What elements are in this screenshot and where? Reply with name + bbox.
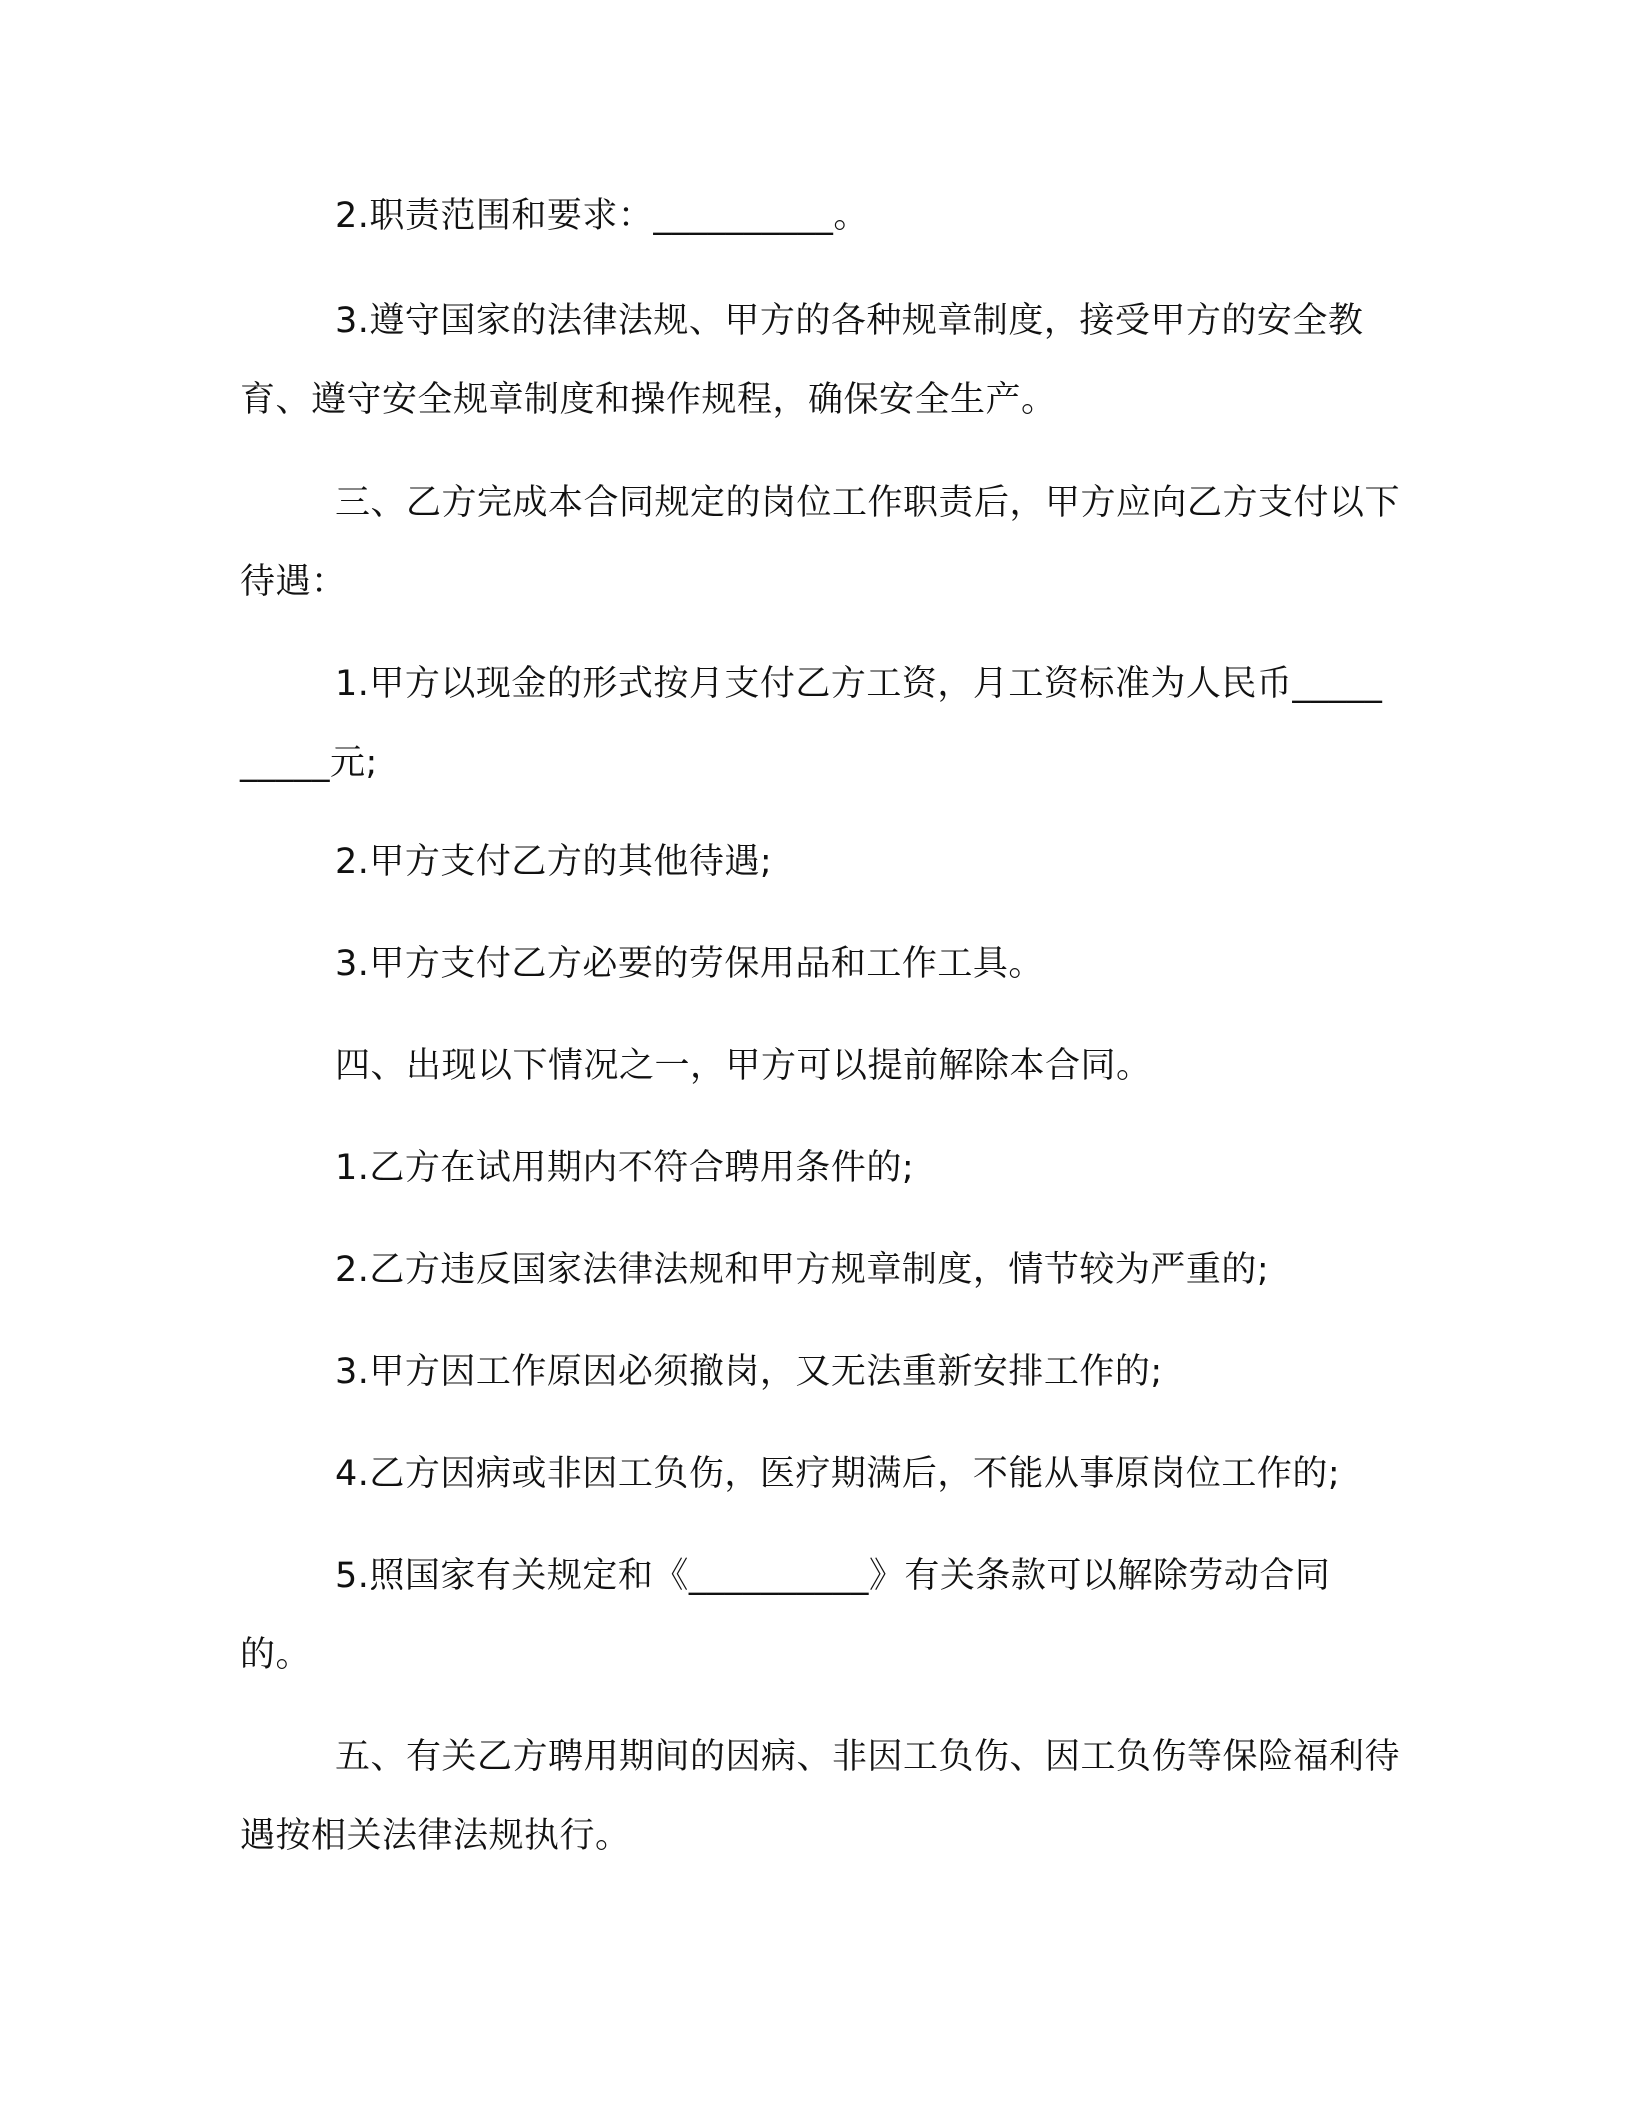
section-5-heading: 五、有关乙方聘用期间的因病、非因工负伤、因工负伤等保险福利待遇按相关法律法规执行。 [240, 1737, 1401, 1856]
termination-3: 3.甲方因工作原因必须撤岗，又无法重新安排工作的; [335, 1352, 1163, 1392]
benefit-3-equipment: 3.甲方支付乙方必要的劳保用品和工作工具。 [335, 944, 1044, 984]
section-3-heading: 三、乙方完成本合同规定的岗位工作职责后，甲方应向乙方支付以下待遇： [240, 483, 1401, 602]
clause-2-duties: 2.职责范围和要求：__________。 [335, 196, 869, 236]
termination-4: 4.乙方因病或非因工负伤，医疗期满后，不能从事原岗位工作的; [335, 1454, 1341, 1494]
section-4-heading: 四、出现以下情况之一，甲方可以提前解除本合同。 [335, 1046, 1152, 1086]
benefit-1-salary: 1.甲方以现金的形式按月支付乙方工资，月工资标准为人民币__________元; [240, 664, 1383, 783]
clause-3-compliance: 3.遵守国家的法律法规、甲方的各种规章制度，接受甲方的安全教育、遵守安全规章制度和操作规程，确保安全生产。 [240, 301, 1364, 420]
termination-1: 1.乙方在试用期内不符合聘用条件的; [335, 1148, 915, 1188]
termination-2: 2.乙方违反国家法律法规和甲方规章制度，情节较为严重的; [335, 1250, 1270, 1290]
termination-5: 5.照国家有关规定和《__________》有关条款可以解除劳动合同的。 [240, 1556, 1331, 1675]
benefit-2-other: 2.甲方支付乙方的其他待遇; [335, 842, 773, 882]
